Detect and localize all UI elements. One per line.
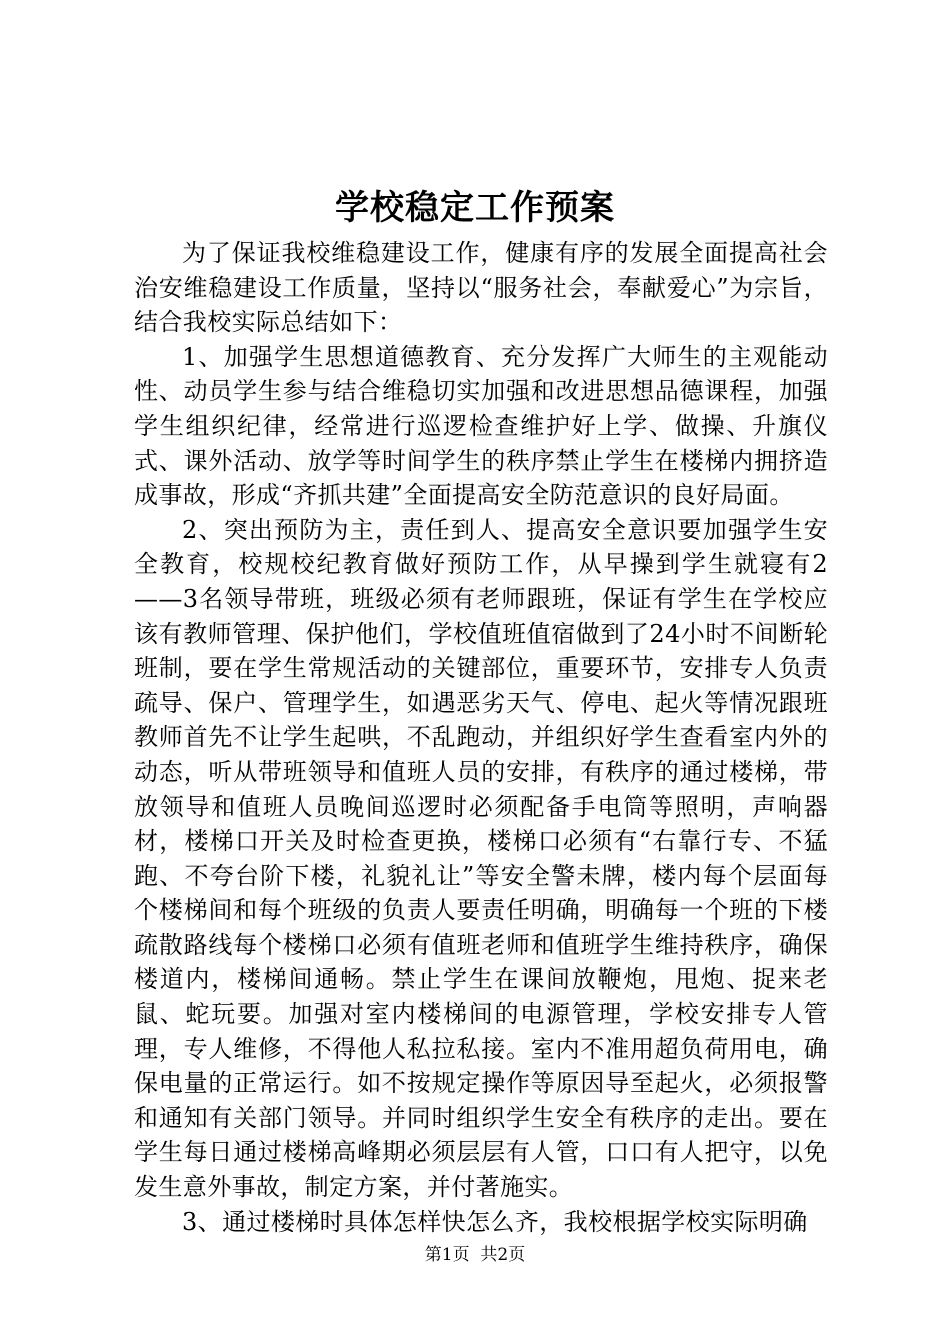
section-2-paragraph: 2、突出预防为主，责任到人、提高安全意识要加强学生安全教育，校规校纪教育做好预防工作，从早操到学生就寝有2——3名领导带班，班级必须有老师跟班，保证有学生在学校应该有教师管理、保护他们，学校值班值宿做到了24小时不间断轮班制，要在学生常规活动的关键部位，重要环节，安排专人负责疏导、保户、管理学生，如遇恶劣天气、停电、起火等情况跟班教师首先不让学生起哄，不乱跑动，并组织好学生查看室内外的动态，听从带班领导和值班人员的安排，有秩序的通过楼梯，带放领导和值班人员晚间巡逻时必须配备手电筒等照明，声响器材，楼梯口开关及时检查更换，楼梯口必须有“右靠行专、不猛跑、不夸台阶下楼，礼貌礼让”等安全警未牌，楼内每个层面每个楼梯间和每个班级的负责人要责任明确，明确每一个班的下楼疏散路线每个楼梯口必须有值班老师和值班学生维持秩序，确保楼道内，楼梯间通畅。禁止学生在课间放鞭炮，甩炮、捉来老鼠、蛇玩要。加强对室内楼梯间的电源管理，学校安排专人管理，专人维修，不得他人私拉私接。室内不准用超负荷用电，确保电量的正常运行。如不按规定操作等原因导至起火，必须报警和通知有关部门领导。并同时组织学生安全有秩序的走出。要在学生每日通过楼梯高峰期必须层层有人管，口口有人把守，以免发生意外事故，制定方案，并付著施实。 (134, 515, 828, 1202)
document-body (134, 236, 828, 1239)
intro-paragraph: 为了保证我校维稳建设工作，健康有序的发展全面提高社会治安维稳建设工作质量，坚持以“服务社会，奉献爱心”为宗旨，结合我校实际总结如下： (134, 239, 828, 337)
section-1-paragraph: 1、加强学生思想道德教育、充分发挥广大师生的主观能动性、动员学生参与结合维稳切实加强和改进思想品德课程，加强学生组织纪律，经常进行巡逻检查维护好上学、做操、升旗仪式、课外活动、放学等时间学生的秩序禁止学生在楼梯内拥挤造成事故，形成“齐抓共建”全面提高安全防范意识的良好局面。 (134, 342, 828, 510)
page-number-footer: 第1页 共2页 (424, 1245, 526, 1265)
section-3-paragraph: 3、通过楼梯时具体怎样快怎么齐，我校根据学校实际明确 (182, 1207, 808, 1236)
document-title: 学校稳定工作预案 (335, 188, 615, 228)
